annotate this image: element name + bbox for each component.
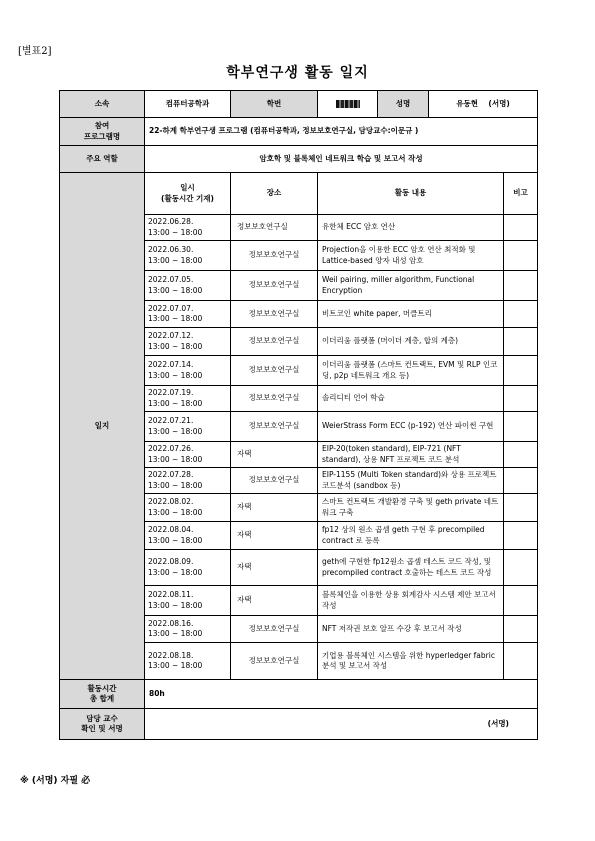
entry-content: EIP-20(token standard), EIP-721 (NFT standard), 상용 NFT 프로젝트 코드 분석 xyxy=(318,442,504,468)
entry-content: 기업용 블록체인 시스템을 위한 hyperledger fabric 분석 및 보고서 작성 xyxy=(318,643,504,680)
entry-note xyxy=(504,442,538,468)
entry-time: 13:00 ~ 18:00 xyxy=(148,398,203,408)
entry-content: WeierStrass Form ECC (p-192) 연산 파이썬 구현 xyxy=(318,412,504,442)
total-row xyxy=(60,680,538,709)
log-header-row xyxy=(60,173,538,215)
info-row xyxy=(60,91,538,118)
entry-time: 13:00 ~ 18:00 xyxy=(148,454,203,464)
entry-date: 2022.08.04. xyxy=(148,525,194,535)
professor-row xyxy=(60,709,538,740)
entry-content: 이더리움 플랫폼 (스마트 컨트랙트, EVM 및 RLP 인코딩, p2p 네트워크 개요 등) xyxy=(318,356,504,386)
entry-datetime xyxy=(145,241,231,271)
affiliation-label: 소속 xyxy=(60,91,145,118)
program-label: 참여 프로그램명 xyxy=(60,118,145,146)
entry-date: 2022.08.02. xyxy=(148,497,194,507)
entry-datetime xyxy=(145,386,231,412)
entry-content: 솔리디티 언어 학습 xyxy=(318,386,504,412)
page-title: 학부연구생 활동 일지 xyxy=(226,65,369,81)
entry-note xyxy=(504,301,538,328)
entry-date: 2022.08.16. xyxy=(148,618,194,628)
total-label: 활동시간 총 합계 xyxy=(60,680,145,709)
header-note: 비고 xyxy=(504,173,538,215)
entry-place: 정보보호연구실 xyxy=(231,241,318,271)
entry-place: 자택 xyxy=(231,550,318,586)
footnote: ※ (서명) 자필 必 xyxy=(20,776,91,786)
entry-datetime xyxy=(145,550,231,586)
entry-time: 13:00 ~ 18:00 xyxy=(148,507,203,517)
entry-content: 스마트 컨트랙트 개발환경 구축 및 geth private 네트워크 구축 xyxy=(318,494,504,522)
entry-time: 13:00 ~ 18:00 xyxy=(148,629,203,638)
entry-place: 정보보호연구실 xyxy=(231,616,318,643)
entry-time: 13:00 ~ 18:00 xyxy=(148,600,203,610)
entry-time: 13:00 ~ 18:00 xyxy=(148,341,203,351)
entry-time: 13:00 ~ 18:00 xyxy=(148,255,203,265)
entry-datetime xyxy=(145,301,231,328)
name-label: 성명 xyxy=(378,91,429,118)
activity-log-table xyxy=(59,90,538,740)
entry-note xyxy=(504,271,538,301)
entry-time: 13:00 ~ 18:00 xyxy=(148,370,203,380)
entry-datetime xyxy=(145,442,231,468)
entry-note xyxy=(504,586,538,616)
entry-place: 정보보호연구실 xyxy=(231,386,318,412)
program-value: 22-하계 학부연구생 프로그램 (컴퓨터공학과, 정보보호연구실, 담당교수:이문규 ) xyxy=(145,118,538,146)
role-label: 주요 역할 xyxy=(60,146,145,173)
entry-note xyxy=(504,386,538,412)
entry-place: 정보보호연구실 xyxy=(231,328,318,356)
entry-content: fp12 상의 원소 곱셈 geth 구현 후 precompiled contract 로 등록 xyxy=(318,522,504,550)
entry-datetime xyxy=(145,271,231,301)
entry-place: 정보보호연구실 xyxy=(231,301,318,328)
entry-date: 2022.07.12. xyxy=(148,331,194,341)
entry-datetime xyxy=(145,215,231,241)
entry-place: 정보보호연구실 xyxy=(231,643,318,680)
student-id-value xyxy=(318,91,378,118)
entry-time: 13:00 ~ 18:00 xyxy=(148,567,203,577)
entry-content: 유한체 ECC 암호 연산 xyxy=(318,215,504,241)
entry-date: 2022.07.19. xyxy=(148,388,194,398)
entry-content: 블록체인을 이용한 상용 회계감사 시스템 제안 보고서 작성 xyxy=(318,586,504,616)
name-value: 유동현 xyxy=(456,98,478,108)
entry-place: 자택 xyxy=(231,442,318,468)
student-id-label: 학번 xyxy=(231,91,318,118)
entry-datetime xyxy=(145,328,231,356)
entry-content: geth에 구현한 fp12원소 곱셈 테스트 코드 작성, 및 precompiled contract 호출하는 테스트 코드 작성 xyxy=(318,550,504,586)
professor-sign: (서명) xyxy=(145,709,538,740)
entry-time: 13:00 ~ 18:00 xyxy=(148,426,203,436)
name-sign: (서명) xyxy=(488,98,510,108)
entry-content: NFT 저작권 보호 알프 수강 후 보고서 작성 xyxy=(318,616,504,643)
entry-note xyxy=(504,356,538,386)
role-value: 암호학 및 블록체인 네트워크 학습 및 보고서 작성 xyxy=(145,146,538,173)
entry-place: 정보보호연구실 xyxy=(231,412,318,442)
entry-time: 13:00 ~ 18:00 xyxy=(148,535,203,545)
entry-date: 2022.06.30. xyxy=(148,245,194,255)
entry-note xyxy=(504,522,538,550)
entry-place: 자택 xyxy=(231,586,318,616)
entry-datetime xyxy=(145,412,231,442)
entry-date: 2022.06.28. xyxy=(148,217,194,227)
entry-date: 2022.08.09. xyxy=(148,557,194,567)
entry-time: 13:00 ~ 18:00 xyxy=(148,314,203,323)
entry-date: 2022.07.05. xyxy=(148,275,194,285)
entry-date: 2022.07.14. xyxy=(148,360,194,370)
entry-place: 정보보호연구실 xyxy=(231,271,318,301)
redacted-student-id xyxy=(336,100,360,108)
entry-place: 정보보호연구실 xyxy=(231,215,318,241)
total-value: 80h xyxy=(145,680,538,709)
affiliation-value: 컴퓨터공학과 xyxy=(145,91,231,118)
entry-date: 2022.07.07. xyxy=(148,303,194,313)
entry-time: 13:00 ~ 18:00 xyxy=(148,480,203,490)
entry-place: 정보보호연구실 xyxy=(231,468,318,494)
entry-note xyxy=(504,468,538,494)
entry-date: 2022.07.21. xyxy=(148,416,194,426)
entry-note xyxy=(504,494,538,522)
entry-note xyxy=(504,412,538,442)
log-section-label: 일지 xyxy=(60,173,145,680)
entry-time: 13:00 ~ 18:00 xyxy=(148,661,203,670)
entry-note xyxy=(504,328,538,356)
entry-datetime xyxy=(145,586,231,616)
entry-datetime xyxy=(145,494,231,522)
program-row xyxy=(60,118,538,146)
entry-content: EIP-1155 (Multi Token standard)와 상용 프로젝트 코드분석 (sandbox 등) xyxy=(318,468,504,494)
entry-note xyxy=(504,616,538,643)
entry-content: 이더리움 플랫폼 (머이더 계층, 합의 계층) xyxy=(318,328,504,356)
role-row xyxy=(60,146,538,173)
entry-date: 2022.08.18. xyxy=(148,650,194,660)
entry-time: 13:00 ~ 18:00 xyxy=(148,285,203,295)
entry-content: Weil pairing, miller algorithm, Functional Encryption xyxy=(318,271,504,301)
entry-date: 2022.07.28. xyxy=(148,470,194,480)
professor-label: 담당 교수 확인 및 서명 xyxy=(60,709,145,740)
header-content: 활동 내용 xyxy=(318,173,504,215)
entry-content: Projection을 이용한 ECC 암호 연산 최적화 및 Lattice-based 양자 내성 암호 xyxy=(318,241,504,271)
entry-place: 정보보호연구실 xyxy=(231,356,318,386)
entry-datetime xyxy=(145,468,231,494)
entry-place: 자택 xyxy=(231,522,318,550)
entry-content: 비트코인 white paper, 머클트리 xyxy=(318,301,504,328)
entry-datetime xyxy=(145,643,231,680)
entry-date: 2022.07.26. xyxy=(148,444,194,454)
entry-date: 2022.08.11. xyxy=(148,590,194,600)
header-datetime: 일시 (활동시간 기재) xyxy=(145,173,231,215)
entry-note xyxy=(504,550,538,586)
entry-datetime xyxy=(145,356,231,386)
entry-datetime xyxy=(145,616,231,643)
form-number: [별표2] xyxy=(18,46,52,57)
entry-time: 13:00 ~ 18:00 xyxy=(148,227,203,237)
header-place: 장소 xyxy=(231,173,318,215)
entry-place: 자택 xyxy=(231,494,318,522)
entry-note xyxy=(504,241,538,271)
entry-note xyxy=(504,643,538,680)
entry-note xyxy=(504,215,538,241)
name-cell xyxy=(429,91,538,118)
entry-datetime xyxy=(145,522,231,550)
